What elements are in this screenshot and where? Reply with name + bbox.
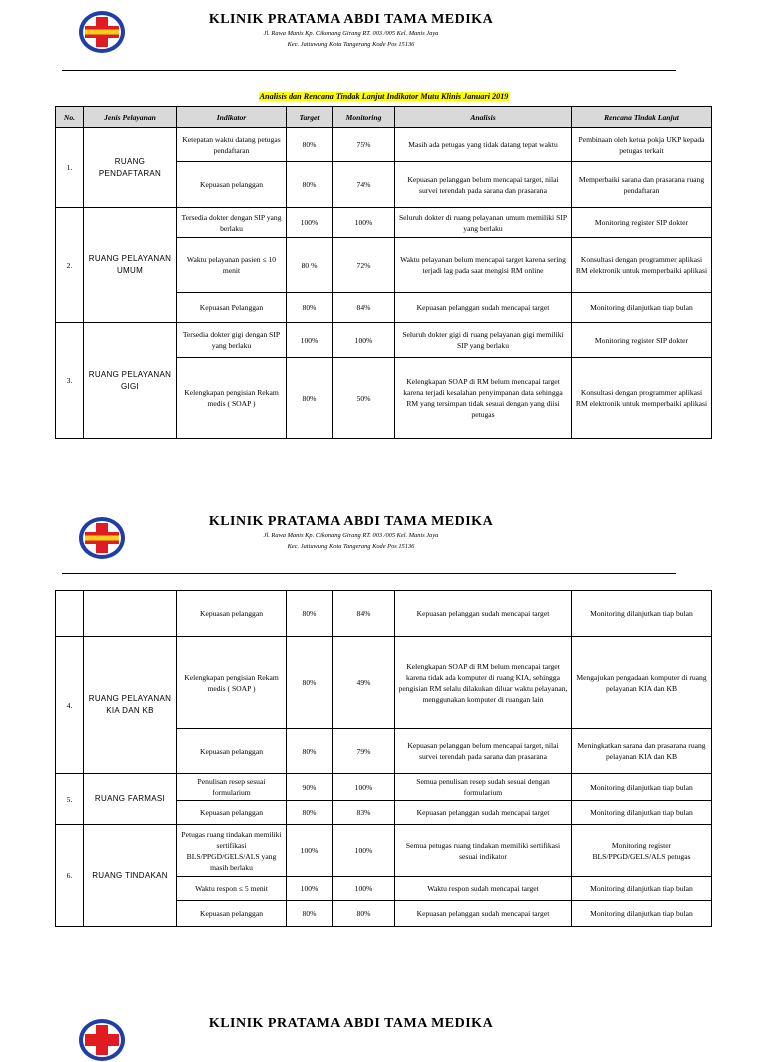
row-number: 6. — [56, 825, 84, 927]
target-cell: 80% — [287, 637, 333, 729]
col-header-analisis: Analisis — [395, 107, 572, 128]
service-name: RUANG FARMASI — [84, 774, 177, 825]
row-number: 4. — [56, 637, 84, 774]
monitoring-cell: 50% — [333, 358, 395, 439]
monitoring-cell: 84% — [333, 591, 395, 637]
analisis-cell: Semua petugas ruang tindakan memiliki sertifikasi sesuai indikator — [395, 825, 572, 877]
monitoring-cell: 80% — [333, 901, 395, 927]
analisis-cell: Kepuasan pelanggan sudah mencapai target — [395, 591, 572, 637]
rencana-cell: Monitoring dilanjutkan tiap bulan — [572, 877, 712, 901]
target-cell: 80% — [287, 162, 333, 208]
indikator-cell: Kepuasan pelanggan — [177, 162, 287, 208]
indikator-cell: Kepuasan pelanggan — [177, 729, 287, 774]
target-cell: 80% — [287, 901, 333, 927]
analisis-cell: Kepuasan pelanggan sudah mencapai target — [395, 901, 572, 927]
address-line-2: Kec. Jatiuwung Kota Tangerang Kode Pos 15136 — [287, 543, 415, 550]
col-header-target: Target — [287, 107, 333, 128]
rencana-cell: Monitoring register SIP dokter — [572, 323, 712, 358]
analisis-cell: Waktu respon sudah mencapai target — [395, 877, 572, 901]
indikator-cell: Kelengkapan pengisian Rekam medis ( SOAP ) — [177, 358, 287, 439]
indikator-cell: Ketepatan waktu datang petugas pendaftaran — [177, 128, 287, 162]
col-header-jenis: Jenis Pelayanan — [84, 107, 177, 128]
target-cell: 80% — [287, 128, 333, 162]
rencana-cell: Monitoring register BLS/PPGD/GELS/ALS petugas — [572, 825, 712, 877]
indikator-cell: Kepuasan pelanggan — [177, 801, 287, 825]
target-cell: 80 % — [287, 238, 333, 293]
row-number — [56, 591, 84, 637]
indikator-cell: Waktu respon ≤ 5 menit — [177, 877, 287, 901]
table-row — [56, 591, 712, 637]
monitoring-cell: 100% — [333, 825, 395, 877]
table-row — [56, 128, 712, 162]
analisis-cell: Kepuasan pelanggan sudah mencapai target — [395, 293, 572, 323]
col-header-rencana: Rencana Tindak Lanjut — [572, 107, 712, 128]
indikator-cell: Kepuasan Pelanggan — [177, 293, 287, 323]
rencana-cell: Mengajukan pengadaan komputer di ruang pelayanan KIA dan KB — [572, 637, 712, 729]
quality-table-page-1 — [55, 106, 712, 439]
target-cell: 90% — [287, 774, 333, 801]
monitoring-cell: 100% — [333, 774, 395, 801]
target-cell: 100% — [287, 877, 333, 901]
analisis-cell: Kepuasan pelanggan sudah mencapai target — [395, 801, 572, 825]
rencana-cell: Meningkatkan sarana dan prasarana ruang pelayanan KIA dan KB — [572, 729, 712, 774]
indikator-cell: Petugas ruang tindakan memiliki sertifikasi BLS/PPGD/GELS/ALS yang masih berlaku — [177, 825, 287, 877]
indikator-cell: Tersedia dokter gigi dengan SIP yang berlaku — [177, 323, 287, 358]
rencana-cell: Memperbaiki sarana dan prasarana ruang pendaftaran — [572, 162, 712, 208]
row-number: 5. — [56, 774, 84, 825]
indikator-cell: Kepuasan pelanggan — [177, 591, 287, 637]
indikator-cell: Kelengkapan pengisian Rekam medis ( SOAP ) — [177, 637, 287, 729]
target-cell: 80% — [287, 358, 333, 439]
analisis-cell: Kepuasan pelanggan belum mencapai target, nilai survei terendah pada sarana dan prasarana — [395, 162, 572, 208]
service-name: RUANG PELAYANAN KIA DAN KB — [84, 637, 177, 774]
clinic-name: KLINIK PRATAMA ABDI TAMA MEDIKA — [208, 514, 494, 529]
indikator-cell: Kepuasan pelanggan — [177, 901, 287, 927]
rencana-cell: Monitoring dilanjutkan tiap bulan — [572, 801, 712, 825]
analisis-cell: Seluruh dokter di ruang pelayanan umum memiliki SIP yang berlaku — [395, 208, 572, 238]
rencana-cell: Monitoring dilanjutkan tiap bulan — [572, 591, 712, 637]
table-row — [56, 637, 712, 729]
rencana-cell: Monitoring register SIP dokter — [572, 208, 712, 238]
header-divider — [62, 573, 676, 574]
row-number: 2. — [56, 208, 84, 323]
analisis-cell: Kelengkapan SOAP di RM belum mencapai target karena terjadi kesalahan penyimpanan data sehingga RM yang tersimpan tidak sesuai dengan yang diisi petugas — [395, 358, 572, 439]
col-header-no: No. — [56, 107, 84, 128]
address-line-2: Kec. Jatiuwung Kota Tangerang Kode Pos 15136 — [287, 41, 415, 48]
indikator-cell: Tersedia dokter dengan SIP yang berlaku — [177, 208, 287, 238]
analisis-cell: Waktu pelayanan belum mencapai target karena sering terjadi lag pada saat mengisi RM online — [395, 238, 572, 293]
monitoring-cell: 100% — [333, 877, 395, 901]
row-number: 3. — [56, 323, 84, 439]
col-header-monitoring: Monitoring — [333, 107, 395, 128]
clinic-name: KLINIK PRATAMA ABDI TAMA MEDIKA — [208, 1016, 494, 1031]
indikator-cell: Waktu pelayanan pasien ≤ 10 menit — [177, 238, 287, 293]
rencana-cell: Konsultasi dengan programmer aplikasi RM elektronik untuk memperbaiki aplikasi — [572, 238, 712, 293]
table-header-row — [56, 107, 712, 128]
monitoring-cell: 79% — [333, 729, 395, 774]
service-name: RUANG PELAYANAN GIGI — [84, 323, 177, 439]
service-name: RUANG PENDAFTARAN — [84, 128, 177, 208]
monitoring-cell: 84% — [333, 293, 395, 323]
rencana-cell: Monitoring dilanjutkan tiap bulan — [572, 901, 712, 927]
target-cell: 80% — [287, 293, 333, 323]
rencana-cell: Konsultasi dengan programmer aplikasi RM elektronik untuk memperbaiki aplikasi — [572, 358, 712, 439]
monitoring-cell: 100% — [333, 323, 395, 358]
clinic-name: KLINIK PRATAMA ABDI TAMA MEDIKA — [208, 12, 494, 27]
analisis-cell: Kepuasan pelanggan belum mencapai target, nilai survei terendah pada sarana dan prasarana — [395, 729, 572, 774]
service-name: RUANG PELAYANAN UMUM — [84, 208, 177, 323]
monitoring-cell: 49% — [333, 637, 395, 729]
address-line-1: Jl. Rawa Manis Kp. Cikonang Girang RT. 003 /005 Kel. Manis Jaya — [263, 30, 439, 37]
target-cell: 80% — [287, 729, 333, 774]
monitoring-cell: 72% — [333, 238, 395, 293]
target-cell: 100% — [287, 825, 333, 877]
table-row — [56, 774, 712, 801]
document-title-text: Analisis dan Rencana Tindak Lanjut Indikator Mutu Klinis Januari 2019 — [259, 92, 509, 101]
indikator-cell: Penulisan resep sesuai formularium — [177, 774, 287, 801]
monitoring-cell: 100% — [333, 208, 395, 238]
rencana-cell: Pembinaan oleh ketua pokja UKP kepada petugas terkait — [572, 128, 712, 162]
row-number: 1. — [56, 128, 84, 208]
table-row — [56, 323, 712, 358]
monitoring-cell: 83% — [333, 801, 395, 825]
quality-table-page-2 — [55, 590, 712, 927]
col-header-indikator: Indikator — [177, 107, 287, 128]
analisis-cell: Kelengkapan SOAP di RM belum mencapai target karena tidak ada komputer di ruang KIA, sehingga pengisian RM selalu dilakukan diluar waktu pelayanan, menggunakan komputer di ruangan lain — [395, 637, 572, 729]
analisis-cell: Seluruh dokter gigi di ruang pelayanan gigi memiliki SIP yang berlaku — [395, 323, 572, 358]
target-cell: 80% — [287, 801, 333, 825]
target-cell: 100% — [287, 208, 333, 238]
analisis-cell: Semua penulisan resep sudah sesuai dengan formularium — [395, 774, 572, 801]
document-title — [0, 86, 768, 104]
rencana-cell: Monitoring dilanjutkan tiap bulan — [572, 774, 712, 801]
service-name: RUANG TINDAKAN — [84, 825, 177, 927]
analisis-cell: Masih ada petugas yang tidak datang tepat waktu — [395, 128, 572, 162]
monitoring-cell: 75% — [333, 128, 395, 162]
address-line-1: Jl. Rawa Manis Kp. Cikonang Girang RT. 003 /005 Kel. Manis Jaya — [263, 532, 439, 539]
target-cell: 100% — [287, 323, 333, 358]
monitoring-cell: 74% — [333, 162, 395, 208]
table-row — [56, 208, 712, 238]
rencana-cell: Monitoring dilanjutkan tiap bulan — [572, 293, 712, 323]
target-cell: 80% — [287, 591, 333, 637]
header-divider — [62, 70, 676, 71]
service-name — [84, 591, 177, 637]
table-row — [56, 825, 712, 877]
